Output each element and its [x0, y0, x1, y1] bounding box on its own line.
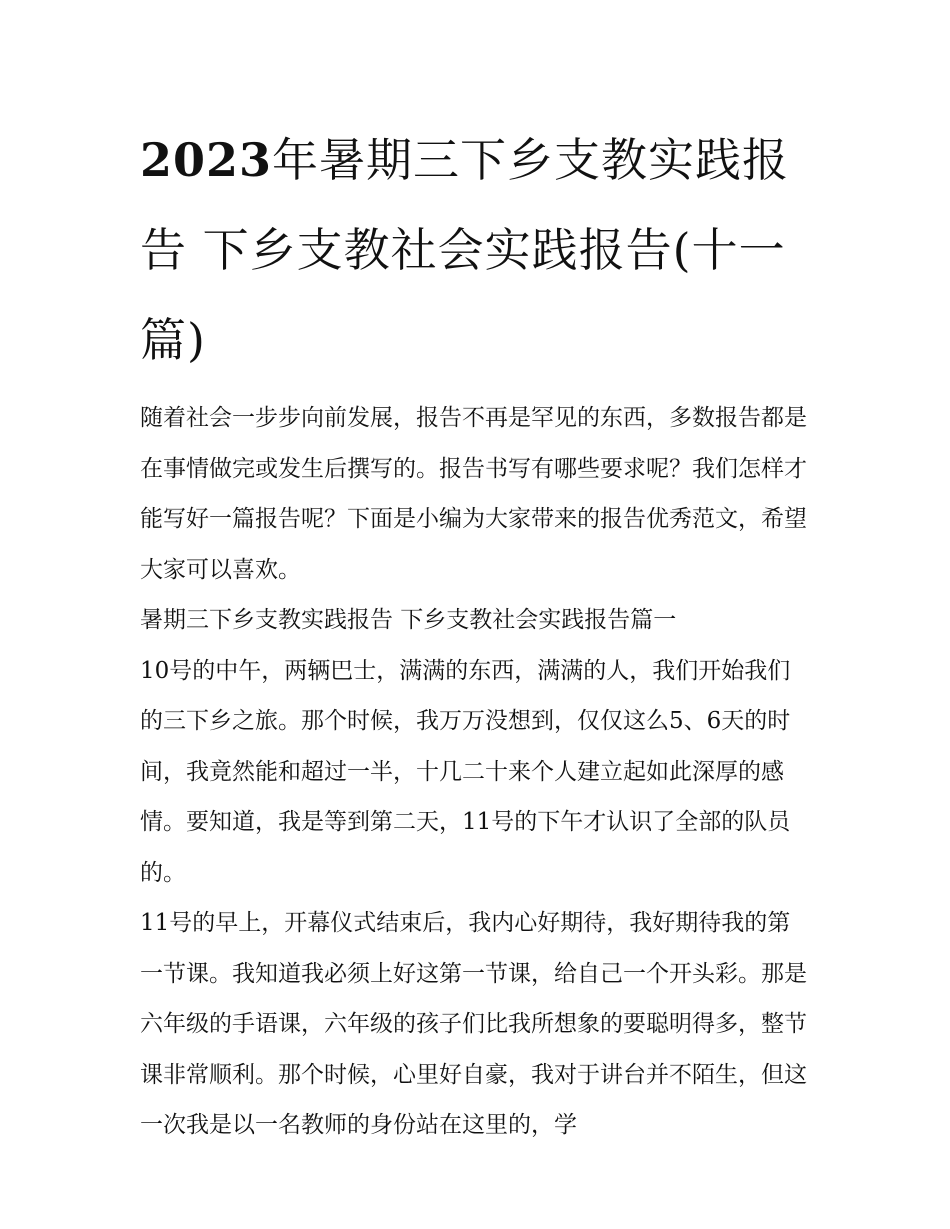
title-year: 2023 — [140, 133, 273, 187]
paragraph-1: 10号的中午，两辆巴士，满满的东西，满满的人，我们开始我们的三下乡之旅。那个时候，我万万没想到，仅仅这么5、6天的时间，我竟然能和超过一半，十几二十来个人建立起如此深厚的感情。要知道，我是等到第二天，11号的下午才认识了全部的队员的。 — [140, 657, 791, 886]
paragraph-intro: 随着社会一步步向前发展，报告不再是罕见的东西，多数报告都是在事情做完或发生后撰写的。报告书写有哪些要求呢？我们怎样才能写好一篇报告呢？下面是小编为大家带来的报告优秀范文，希望大家可以喜欢。 — [140, 405, 807, 583]
document-title — [140, 115, 812, 385]
document-page — [140, 115, 812, 1151]
paragraph-2: 11号的早上，开幕仪式结束后，我内心好期待，我好期待我的第一节课。我知道我必须上好这第一节课，给自己一个开头彩。那是六年级的手语课，六年级的孩子们比我所想象的要聪明得多，整节课非常顺利。那个时候，心里好自豪，我对于讲台并不陌生，但这一次我是以一名教师的身份站在这里的，学 — [140, 910, 807, 1138]
section-heading: 暑期三下乡支教实践报告 下乡支教社会实践报告篇一 — [140, 607, 677, 633]
title-text: 年暑期三下乡支教实践报告 下乡支教社会实践报告(十一篇) — [140, 133, 790, 367]
document-body — [140, 393, 812, 1151]
